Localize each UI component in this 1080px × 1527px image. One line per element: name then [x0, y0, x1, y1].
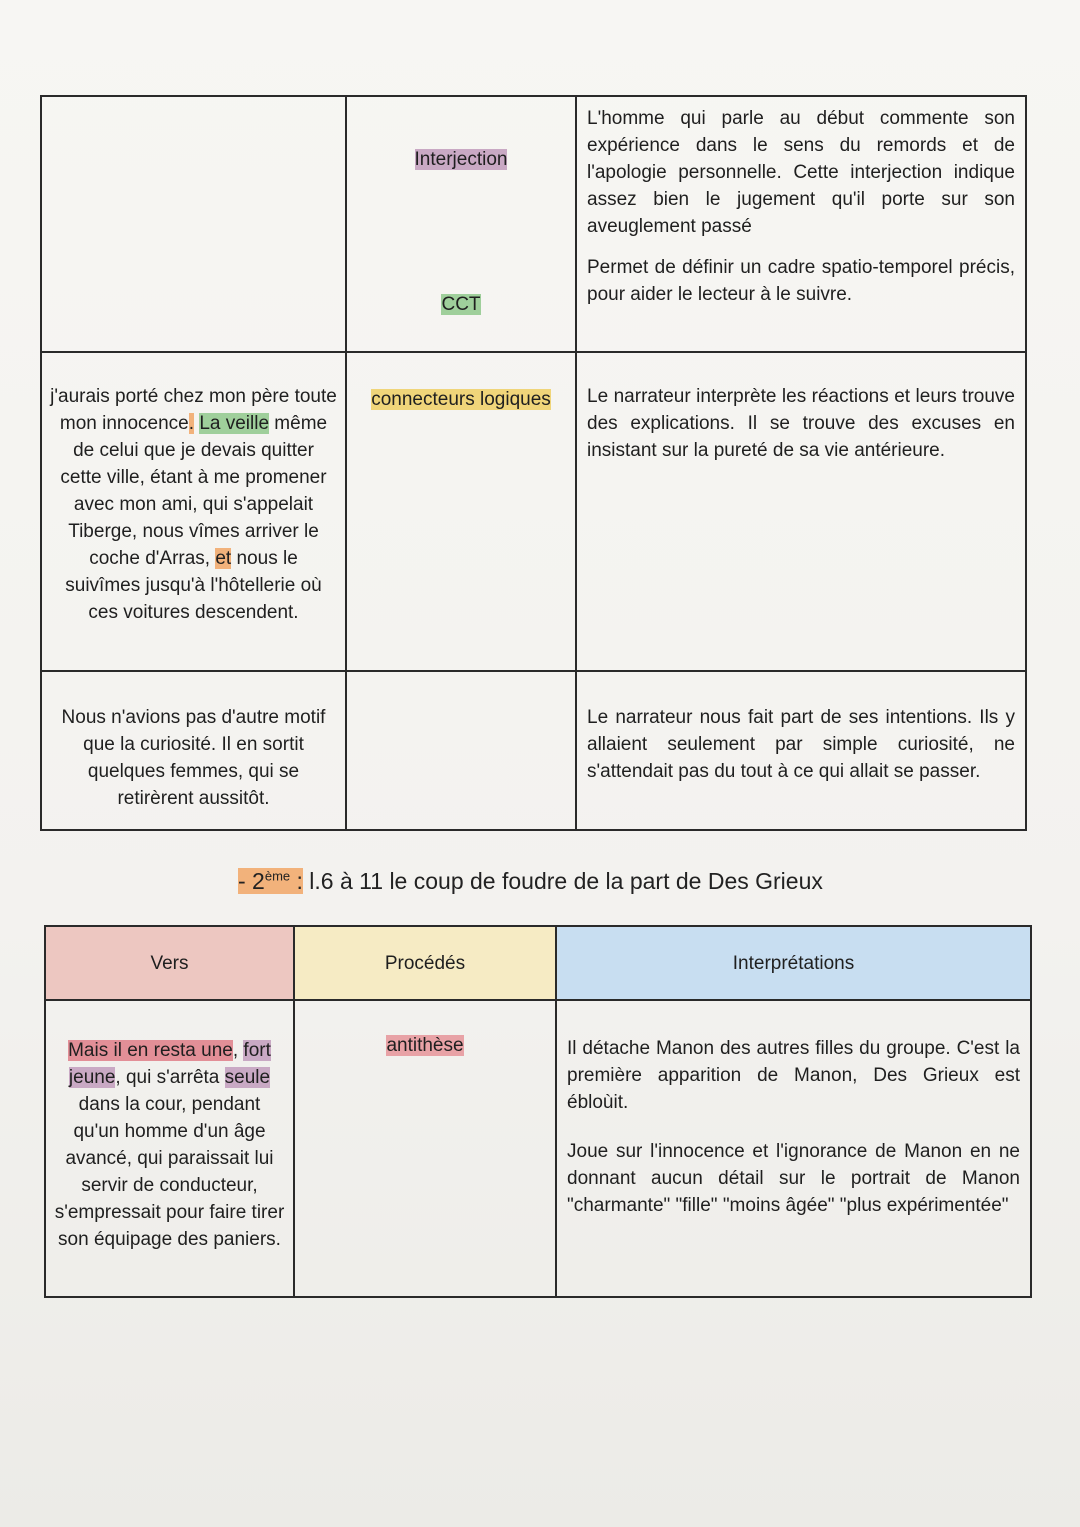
interpretation-text: L'homme qui parle au début commente son expérience dans le sens du remords et de l'apologie personnelle. Cette interjection indique assez bien le jugement qu'il porte sur son aveuglement passé	[587, 108, 1015, 237]
vers-cell	[45, 1000, 294, 1297]
procede-tag: antithèse	[386, 1035, 464, 1056]
procedes-cell	[346, 671, 576, 830]
vers-text: Nous n'avions pas d'autre motif que la curiosité. Il en sortit quelques femmes, qui se retirèrent aussitôt.	[61, 707, 326, 809]
vers-cell	[41, 352, 346, 671]
procedes-cell	[346, 352, 576, 671]
vers-text: Mais il en resta une, fort jeune, qui s'arrêta seule dans la cour, pendant qu'un homme d'un âge avancé, qui paraissait lui servir de conducteur, s'empressait pour faire tirer son équipage des paniers.	[54, 1040, 285, 1250]
interpretation-cell	[576, 96, 1026, 352]
interpretation-text: Le narrateur nous fait part de ses intentions. Ils y allaient seulement par simple curiosité, ne s'attendait pas du tout à ce qui allait se passer.	[587, 707, 1015, 782]
procede-tag: CCT	[441, 294, 481, 315]
vers-cell	[41, 671, 346, 830]
table-row	[45, 1000, 1031, 1297]
table-row	[41, 671, 1026, 830]
interpretation-text: Joue sur l'innocence et l'ignorance de Manon en ne donnant aucun détail sur le portrait de Manon "charmante" "fille" "moins âgée" "plus expérimentée"	[567, 1141, 1020, 1216]
procede-tag: Interjection	[414, 149, 508, 170]
column-header-interpretations: Interprétations	[556, 926, 1031, 1000]
interpretation-cell	[576, 352, 1026, 671]
procede-tag: connecteurs logiques	[371, 389, 551, 410]
section-heading: - 2ème : l.6 à 11 le coup de foudre de la part de Des Grieux	[238, 868, 823, 894]
analysis-table-1	[40, 95, 1027, 831]
vers-cell	[41, 96, 346, 352]
procedes-cell	[346, 96, 576, 352]
interpretation-cell	[576, 671, 1026, 830]
table-row	[41, 96, 1026, 352]
interpretation-text: Le narrateur interprète les réactions et leurs trouve des explications. Il se trouve des excuses en insistant sur la pureté de sa vie antérieure.	[587, 386, 1015, 461]
interpretation-text: Il détache Manon des autres filles du groupe. C'est la première apparition de Manon, Des Grieux est ébloùit.	[567, 1038, 1020, 1113]
column-header-procedes: Procédés	[294, 926, 556, 1000]
vers-text: j'aurais porté chez mon père toute mon innocence. La veille même de celui que je devais quitter cette ville, étant à me promener avec mon ami, qui s'appelait Tiberge, nous vîmes arriver le coche d'Arras, et nous le suivîmes jusqu'à l'hôtellerie où ces voitures descendent.	[50, 386, 337, 623]
table-row	[41, 352, 1026, 671]
procedes-cell	[294, 1000, 556, 1297]
analysis-table-2	[44, 925, 1032, 1298]
column-header-vers: Vers	[45, 926, 294, 1000]
table-header-row	[45, 926, 1031, 1000]
interpretation-cell	[556, 1000, 1031, 1297]
interpretation-text: Permet de définir un cadre spatio-temporel précis, pour aider le lecteur à le suivre.	[587, 257, 1015, 305]
